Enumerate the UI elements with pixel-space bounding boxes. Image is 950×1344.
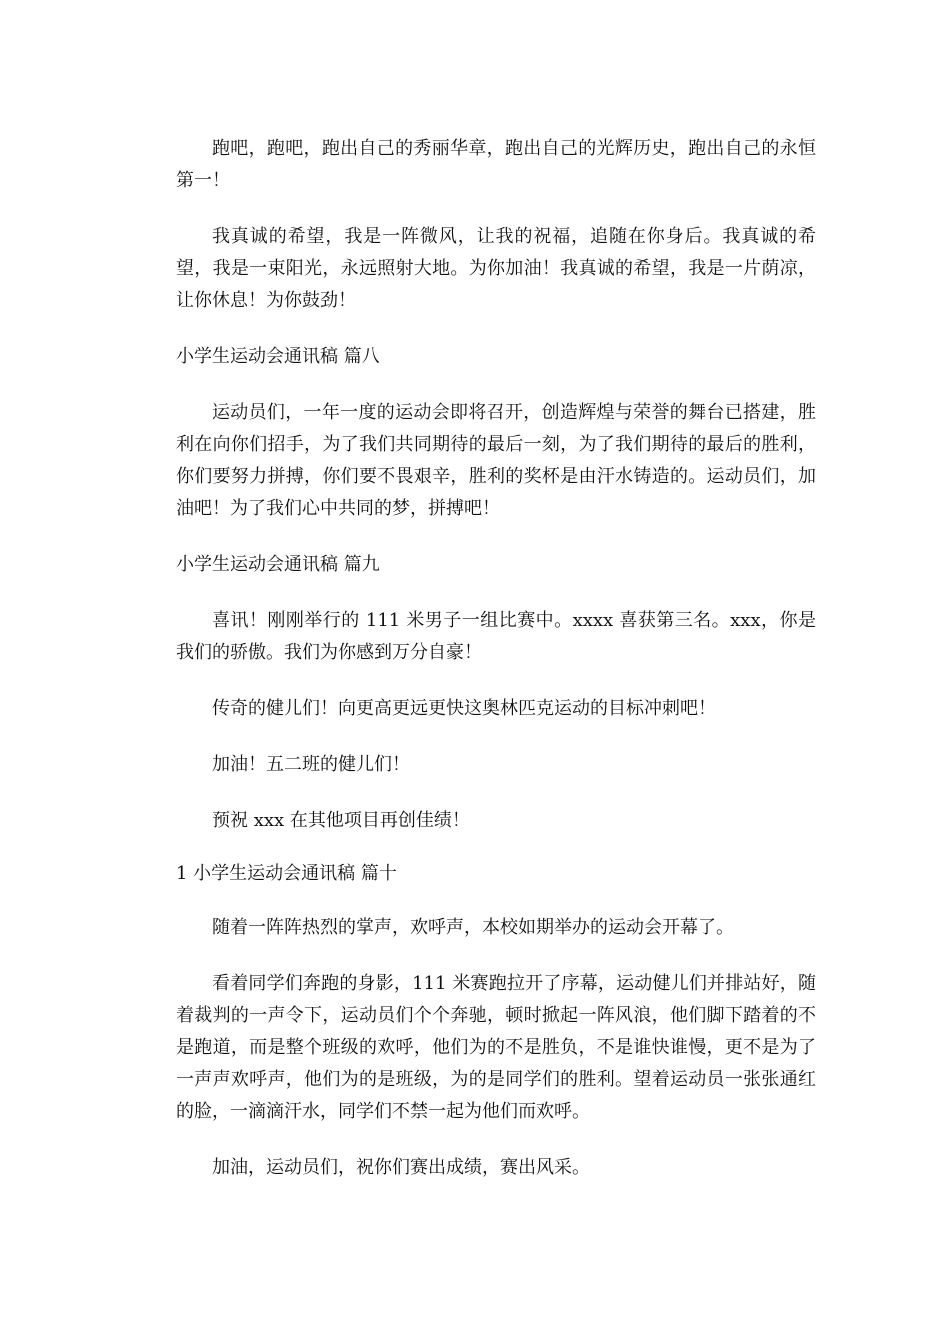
paragraph-sincere-wish: 我真诚的希望，我是一阵微风，让我的祝福，追随在你身后。我真诚的希望，我是一束阳光，永远照射大地。为你加油！我真诚的希望，我是一片荫凉，让你休息！为你鼓劲！ <box>176 226 816 311</box>
paragraph-race-description: 看着同学们奔跑的身影，111 米赛跑拉开了序幕，运动健儿们并排站好，随着裁判的一声令下，运动员们个个奔驰，顿时掀起一阵风浪，他们脚下踏着的不是跑道，而是整个班级的欢呼，他们为的不是胜负，不是谁快谁慢，更不是为了一声声欢呼声，他们为的是班级，为的是同学们的胜利。望着运动员一张张通红的脸，一滴滴汗水，同学们不禁一起为他们而欢呼。 <box>176 973 816 1122</box>
section-heading-part-eight: 小学生运动会通讯稿 篇八 <box>176 346 380 367</box>
paragraph-good-news: 喜讯！刚刚举行的 111 米男子一组比赛中。xxxx 喜获第三名。xxx，你是我们的骄傲。我们为你感到万分自豪！ <box>176 610 816 663</box>
paragraph-run-forever-first: 跑吧，跑吧，跑出自己的秀丽华章，跑出自己的光辉历史，跑出自己的永恒第一！ <box>176 138 816 191</box>
paragraph-class-cheer: 加油！五二班的健儿们！ <box>212 754 410 775</box>
paragraph-legendary-athletes: 传奇的健儿们！向更高更远更快这奥林匹克运动的目标冲刺吧！ <box>212 698 716 719</box>
paragraph-athletes-strive: 运动员们，一年一度的运动会即将召开，创造辉煌与荣誉的舞台已搭建，胜利在向你们招手，为了我们共同期待的最后一刻，为了我们期待的最后的胜利，你们要努力拼搏，你们要不畏艰辛，胜利的奖杯是由汗水铸造的。运动员们，加油吧！为了我们心中共同的梦，拼搏吧！ <box>176 402 816 519</box>
section-heading-part-ten: 1 小学生运动会通讯稿 篇十 <box>176 863 397 884</box>
paragraph-wish-success: 预祝 xxx 在其他项目再创佳绩！ <box>212 810 470 831</box>
paragraph-opening-ceremony: 随着一阵阵热烈的掌声，欢呼声，本校如期举办的运动会开幕了。 <box>212 917 734 938</box>
section-heading-part-nine: 小学生运动会通讯稿 篇九 <box>176 554 380 575</box>
paragraph-closing-cheer: 加油，运动员们，祝你们赛出成绩，赛出风采。 <box>212 1157 590 1178</box>
